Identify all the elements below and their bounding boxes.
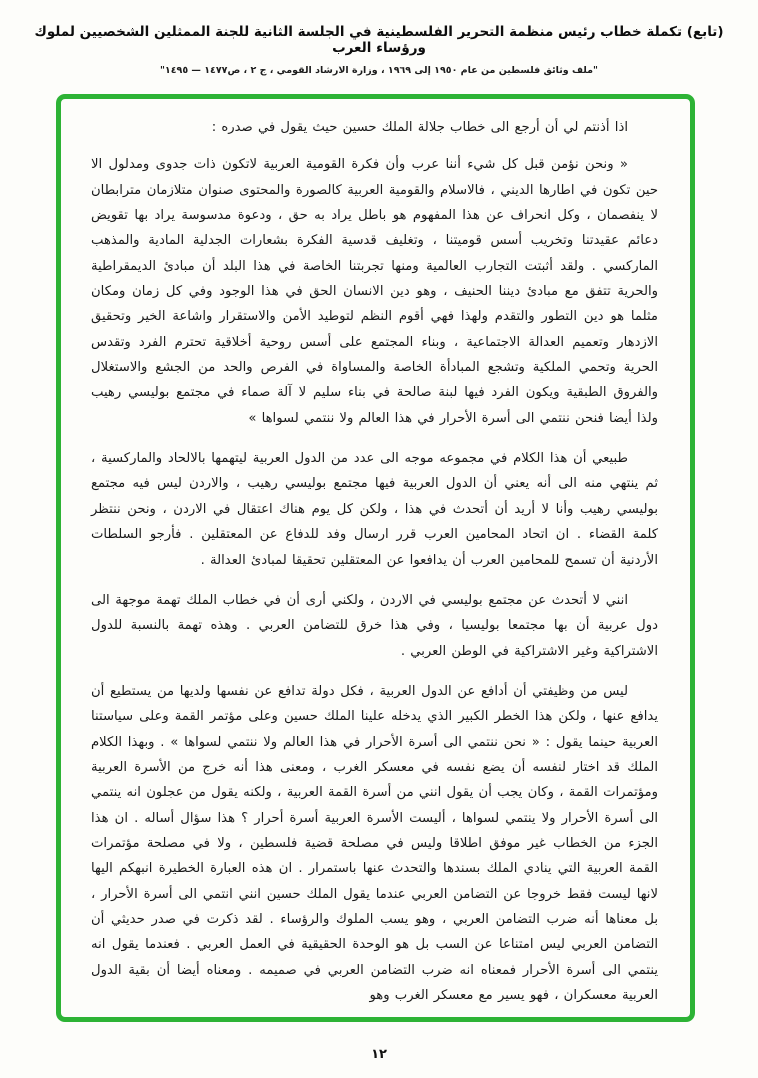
paragraph-commentary-1: طبيعي أن هذا الكلام في مجموعه موجه الى عدد من الدول العربية ليتهمها بالالحاد والماركسية ، ثم ينتهي منه الى أنه يعني أن الدول العربية فيها مجتمع بوليسي رهيب ، والاردن ليس فيه مجتمع بوليسي رهيب وأنا لا أريد أن أتحدث في هذا ، ولكن كل يوم هناك اعتقال في الاردن ، ونحن ننتظر كلمة القضاء . ان اتحاد المحامين العرب قرر ارسال وفد للدفاع عن المعتقلين . فأرجو السلطات الأردنية أن تسمح للمحامين العرب أن يدافعوا عن المعتقلين تحقيقا لمبادئ العدالة . xyxy=(91,451,658,568)
header-source-citation: "ملف وثائق فلسطين من عام ١٩٥٠ إلى ١٩٦٩ ، وزارة الارشاد القومي ، ج ٢ ، ص١٤٧٧ — ١٤٩٥" xyxy=(159,65,599,76)
header-title: (تابع) تكملة خطاب رئيس منظمة التحرير الفلسطينية في الجلسة الثانية للجنة الممثلين الشخصيين لملوك ورؤساء العرب xyxy=(34,24,724,56)
paragraph-intro: اذا أذنتم لي أن أرجع الى خطاب جلالة الملك حسين حيث يقول في صدره : xyxy=(211,120,628,135)
page-header xyxy=(0,0,758,76)
page-number: ١٢ xyxy=(371,1047,387,1062)
paragraph-quote-king-speech: « ونحن نؤمن قبل كل شيء أننا عرب وأن فكرة القومية العربية لاتكون ذات جدوى ومدلول الا حين تكون في اطارها الديني ، فالاسلام والقومية العربية كالصورة والمحتوى صنوان متلازمان مترابطان لا ينفصمان ، وكل انحراف عن هذا المفهوم هو باطل يراد به حق ، ودعوة مدسوسة يراد بها تقويض دعائم عقيدتنا وتخريب أسس قوميتنا ، وتغليف قدسية الفكرة بشعارات الجدلية المادية والمذهب الماركسي . ولقد أثبتت التجارب العالمية ومنها تجربتنا الخاصة في هذا البلد أن مبادئ الديمقراطية والحرية تتفق مع مبادئ ديننا الحنيف ، وهو دين الانسان الحق في هذا الوجود وفي كل زمان ومكان مثلما هو دين التطور والتقدم ولهذا فهي أقوم النظم لتوطيد الأمن والاستقرار واشاعة الخير وتحقيق الازدهار وتعميم العدالة الاجتماعية ، وبناء المجتمع على أسس روحية أخلاقية تحترم الفرد وتقدس الحرية وتحمي الملكية وتشجع المبادأة الخاصة والمساواة في الفرص والحد من الجشع والاستغلال والفروق الطبقية ويكون الفرد فيها لبنة صالحة في بناء سليم لا آلة صماء في مجتمع بوليسي رهيب ولذا أيضا فنحن ننتمي الى أسرة الأحرار في هذا العالم ولا ننتمي لسواها » xyxy=(91,157,658,426)
paragraph-commentary-2: انني لا أتحدث عن مجتمع بوليسي في الاردن ، ولكني أرى أن في خطاب الملك تهمة موجهة الى دول عربية أن بها مجتمعا بوليسيا ، وفي هذا خرق للتضامن العربي . وهذه تهمة بالنسبة للدول الاشتراكية وغير الاشتراكية في الوطن العربي . xyxy=(91,592,658,659)
paragraph-commentary-3: ليس من وظيفتي أن أدافع عن الدول العربية ، فكل دولة تدافع عن نفسها ولديها من يستطيع أن يدافع عنها ، ولكن هذا الخطر الكبير الذي يدخله علينا الملك حسين وعلى مؤتمر القمة وعلى سياستنا العربية حينما يقول : « نحن ننتمي الى أسرة الأحرار في هذا العالم ولا ننتمي لسواها » . وبهذا الكلام الملك قد اختار لنفسه أن يضع نفسه في معسكر الغرب ، ومعنى هذا أنه خرج من الأسرة العربية ومؤتمرات القمة ، وكان يجب أن يقول انني من أسرة القمة العربية ، ولكنه يقول من عجلون انه ينتمي الى أسرة الأحرار ولا ينتمي لسواها ، أليست الأسرة العربية أسرة أحرار ؟ هذا سؤال أساله . ان هذا الجزء من الخطاب غير موفق اطلاقا وليس في مصلحة قضية فلسطين ، ولا في مصلحة مؤتمرات القمة العربية التي ينادي الملك بسندها والتحدث عنها باستمرار . ان هذه العبارة الخطيرة انبهكم اليها لانها ليست فقط خروجا عن التضامن العربي عندما يقول الملك حسين انني انتمي الى أسرة الأحرار ، بل معناها أنه ضرب التضامن العربي ، وهو يسب الملوك والرؤساء . لقد ذكرت في صدر حديثي أن التضامن العربي ليس امتناعا عن السب بل هو الوحدة الحقيقية في العمل العربي . فعندما يقول انه ينتمي الى أسرة الأحرار فمعناه انه ضرب التضامن العربي في صميمه . ومعناه أيضا أن بقية الدول العربية معسكران ، فهو يسير مع معسكر الغرب وهو xyxy=(91,683,658,1003)
document-green-frame xyxy=(56,94,695,1022)
